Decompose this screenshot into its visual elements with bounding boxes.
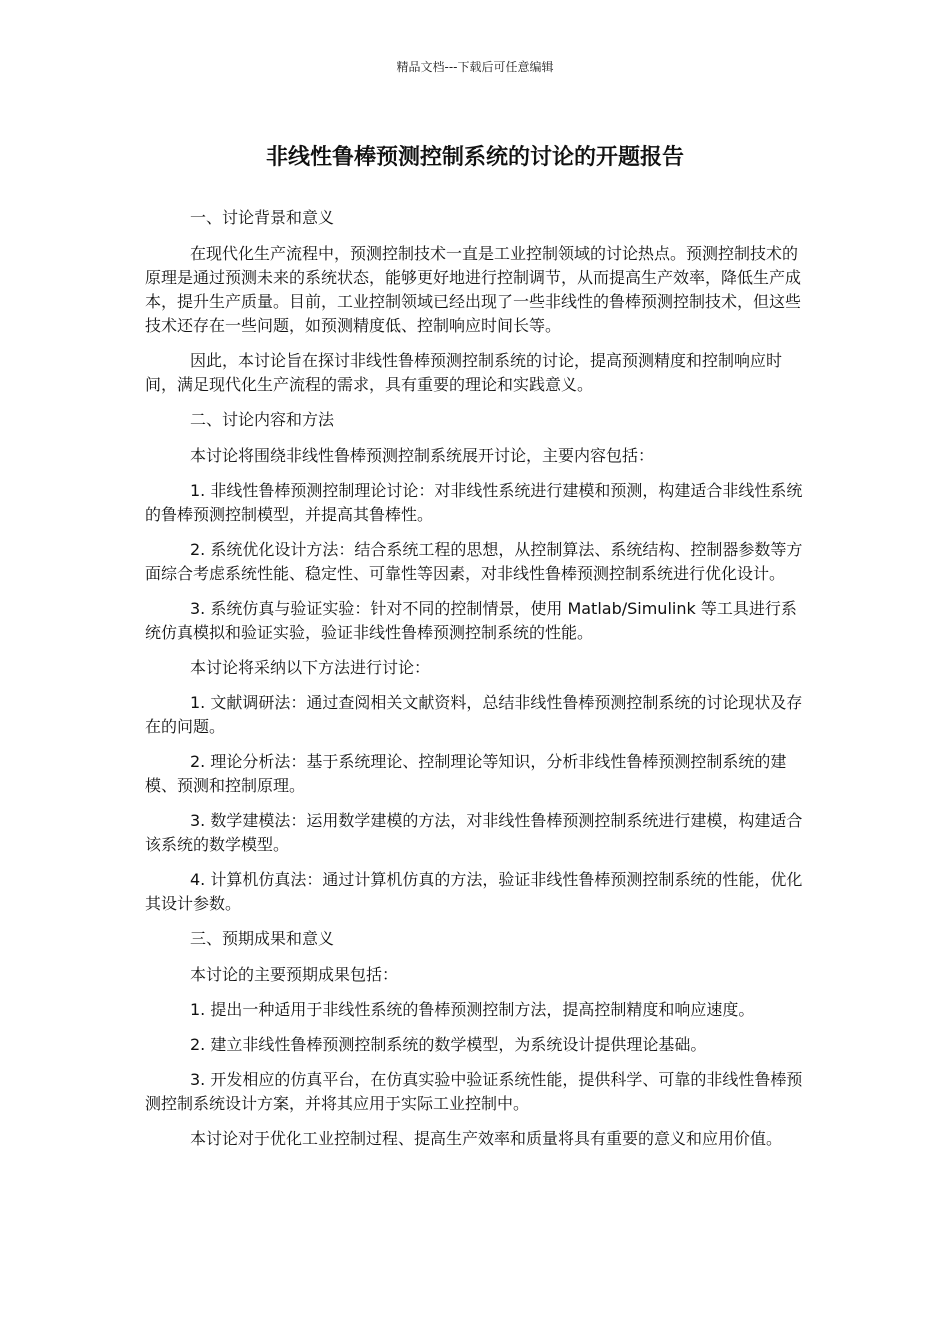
document-body	[145, 206, 805, 1162]
list-item-outcome-3: 3. 开发相应的仿真平台，在仿真实验中验证系统性能，提供科学、可靠的非线性鲁棒预测控制系统设计方案，并将其应用于实际工业控制中。	[145, 1070, 803, 1113]
list-item-outcome-2: 2. 建立非线性鲁棒预测控制系统的数学模型，为系统设计提供理论基础。	[190, 1035, 707, 1054]
paragraph-methods-intro: 本讨论将采纳以下方法进行讨论：	[190, 658, 431, 677]
list-item-method-3: 3. 数学建模法：运用数学建模的方法，对非线性鲁棒预测控制系统进行建模，构建适合该系统的数学模型。	[145, 811, 803, 854]
list-item-outcome-1: 1. 提出一种适用于非线性系统的鲁棒预测控制方法，提高控制精度和响应速度。	[190, 1000, 755, 1019]
list-item-method-2: 2. 理论分析法：基于系统理论、控制理论等知识，分析非线性鲁棒预测控制系统的建模、预测和控制原理。	[145, 752, 787, 795]
section-heading-outcomes: 三、预期成果和意义	[190, 929, 335, 948]
paragraph-purpose: 因此，本讨论旨在探讨非线性鲁棒预测控制系统的讨论，提高预测精度和控制响应时间，满足现代化生产流程的需求，具有重要的理论和实践意义。	[145, 351, 783, 394]
section-heading-content-methods: 二、讨论内容和方法	[190, 410, 335, 429]
paragraph-background: 在现代化生产流程中，预测控制技术一直是工业控制领域的讨论热点。预测控制技术的原理是通过预测未来的系统状态，能够更好地进行控制调节，从而提高生产效率，降低生产成本，提升生产质量。目前，工业控制领域已经出现了一些非线性的鲁棒预测控制技术，但这些技术还存在一些问题，如预测精度低、控制响应时间长等。	[145, 244, 802, 335]
paragraph-conclusion: 本讨论对于优化工业控制过程、提高生产效率和质量将具有重要的意义和应用价值。	[190, 1129, 783, 1148]
paragraph-outcomes-intro: 本讨论的主要预期成果包括：	[190, 965, 399, 984]
list-item-content-3: 3. 系统仿真与验证实验：针对不同的控制情景，使用 Matlab/Simulink 等工具进行系统仿真模拟和验证实验，验证非线性鲁棒预测控制系统的性能。	[145, 599, 797, 642]
document-title: 非线性鲁棒预测控制系统的讨论的开题报告	[265, 145, 684, 170]
list-item-method-4: 4. 计算机仿真法：通过计算机仿真的方法，验证非线性鲁棒预测控制系统的性能，优化其设计参数。	[145, 870, 803, 913]
list-item-content-2: 2. 系统优化设计方法：结合系统工程的思想，从控制算法、系统结构、控制器参数等方面综合考虑系统性能、稳定性、可靠性等因素，对非线性鲁棒预测控制系统进行优化设计。	[145, 540, 803, 583]
page-header: 精品文档---下载后可任意编辑	[396, 60, 554, 74]
paragraph-content-intro: 本讨论将围绕非线性鲁棒预测控制系统展开讨论，主要内容包括：	[190, 446, 655, 465]
list-item-method-1: 1. 文献调研法：通过查阅相关文献资料，总结非线性鲁棒预测控制系统的讨论现状及存在的问题。	[145, 693, 803, 736]
section-heading-background: 一、讨论背景和意义	[190, 208, 335, 227]
list-item-content-1: 1. 非线性鲁棒预测控制理论讨论：对非线性系统进行建模和预测，构建适合非线性系统的鲁棒预测控制模型，并提高其鲁棒性。	[145, 481, 803, 524]
